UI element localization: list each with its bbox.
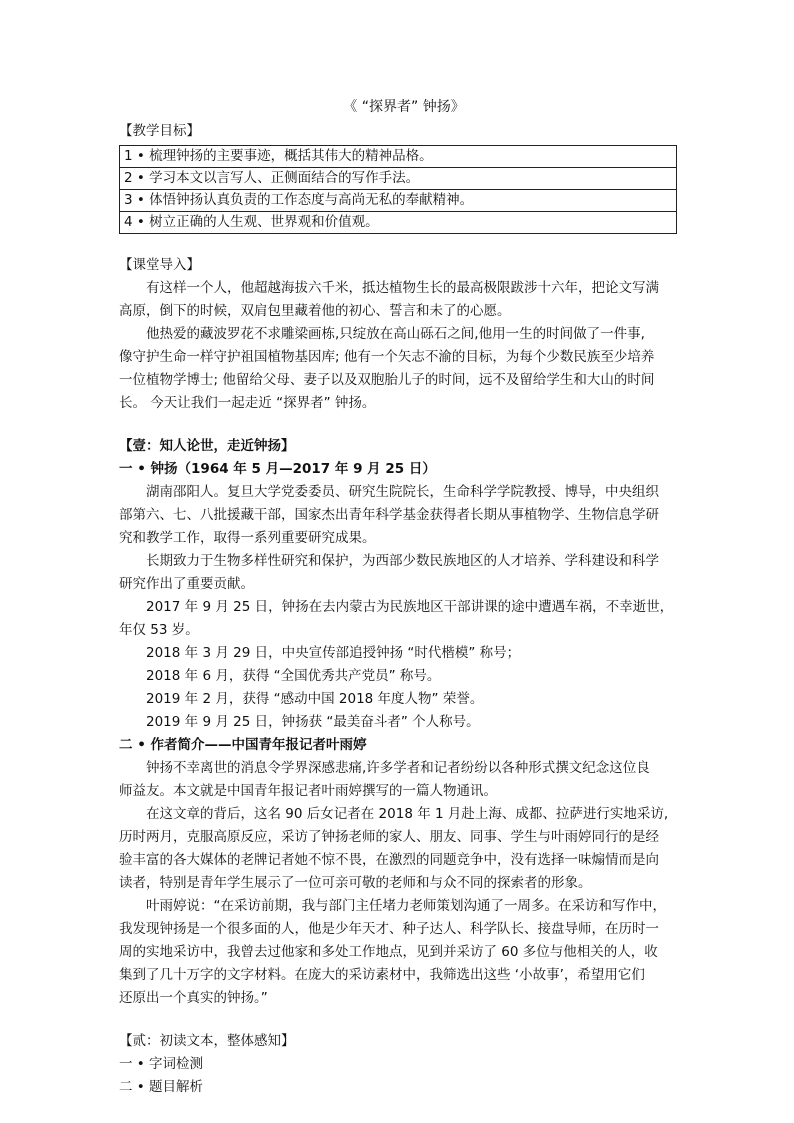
text-line: 还原出一个真实的钟扬。”: [119, 990, 268, 1006]
honor-item: 2018 年 3 月 29 日，中央宣传部追授钟扬 “时代楷模” 称号；: [146, 645, 521, 661]
text-line: 研究作出了重要贡献。: [119, 576, 254, 592]
text-line: 究和教学工作，取得一系列重要研究成果。: [119, 530, 376, 546]
text-line: 有这样一个人，他超越海拔六千米，抵达植物生长的最高极限跋涉十六年，把论文写满: [146, 280, 659, 296]
intro-heading: 【课堂导入】: [119, 257, 200, 273]
text-line: 年仅 53 岁。: [119, 622, 199, 638]
honor-item: 2019 年 9 月 25 日，钟扬获 “最美奋斗者” 个人称号。: [146, 714, 480, 730]
goals-table: [119, 145, 677, 234]
document-content: [119, 96, 689, 1099]
text-line: 我发现钟扬是一个很多面的人，他是少年天才、种子达人、科学队长、接盘导师，在历时一: [119, 921, 659, 937]
author-paragraph-2: [119, 803, 689, 895]
text-line: 他热爱的藏波罗花不求雕梁画栋,只绽放在高山砾石之间,他用一生的时间做了一件事,: [146, 326, 645, 342]
text-line: 师益友。本文就是中国青年报记者叶雨婷撰写的一篇人物通讯。: [119, 783, 497, 799]
intro-paragraph-2: [119, 323, 689, 415]
text-line: 周的实地采访中，我曾去过他家和多处工作地点，见到并采访了 60 多位与他相关的人，收: [119, 944, 658, 960]
text-line: 读者，特别是青年学生展示了一位可亲可敬的老师和与众不同的探索者的形象。: [119, 875, 592, 891]
text-line: 叶雨婷说：“在采访前期，我与部门主任堵力老师策划沟通了一周多。在采访和写作中，: [146, 898, 666, 914]
text-line: 历时两月，克服高原反应，采访了钟扬老师的家人、朋友、同事、学生与叶雨婷同行的是经: [119, 829, 659, 845]
section-1-subheading-2: 二 • 作者简介——中国青年报记者叶雨婷: [119, 737, 367, 753]
text-line: 钟扬不幸离世的消息令学界深感悲痛,许多学者和记者纷纷以各种形式撰文纪念这位良: [146, 760, 650, 776]
goal-item: 4 • 树立正确的人生观、世界观和价值观。: [120, 211, 676, 233]
author-paragraph-1: [119, 757, 689, 803]
bio-paragraph-1: [119, 481, 689, 550]
section-1-heading: 【壹：知人论世，走近钟扬】: [119, 438, 295, 454]
text-line: 一位植物学博士; 他留给父母、妻子以及双胞胎儿子的时间，远不及留给学生和大山的时间: [119, 372, 655, 388]
goals-heading: 【教学目标】: [119, 123, 200, 139]
section-2-item: 二 • 题目解析: [119, 1079, 204, 1095]
goal-item: 1 • 梳理钟扬的主要事迹，概括其伟大的精神品格。: [124, 148, 433, 164]
text-line: 在这文章的背后，这名 90 后女记者在 2018 年 1 月赴上海、成都、拉萨进行实地采访,: [146, 806, 669, 822]
text-line: 长期致力于生物多样性研究和保护，为西部少数民族地区的人才培养、学科建设和科学: [146, 553, 659, 569]
section-2-item: 一 • 字词检测: [119, 1056, 204, 1072]
text-line: 部第六、七、八批援藏干部，国家杰出青年科学基金获得者长期从事植物学、生物信息学研: [119, 507, 659, 523]
goal-item: 3 • 体悟钟扬认真负责的工作态度与高尚无私的奉献精神。: [120, 189, 676, 211]
text-line: 像守护生命一样守护祖国植物基因库; 他有一个矢志不渝的目标，为每个少数民族至少培养: [119, 349, 655, 365]
honors-list: [119, 642, 689, 734]
text-line: 集到了几十万字的文字材料。在庞大的采访素材中，我筛选出这些 ‘小故事’，希望用它们: [119, 967, 645, 983]
section-2-heading: 【贰：初读文本，整体感知】: [119, 1033, 295, 1049]
bio-paragraph-3: [119, 596, 689, 642]
text-line: 高原，倒下的时候，双肩包里藏着他的初心、誓言和未了的心愿。: [119, 303, 511, 319]
document-title: 《 “探界者” 钟扬》: [343, 99, 465, 115]
intro-paragraph-1: [119, 277, 689, 323]
text-line: 验丰富的各大媒体的老牌记者她不惊不畏，在激烈的同题竞争中，没有选择一味煽情而是向: [119, 852, 659, 868]
bio-paragraph-2: [119, 550, 689, 596]
author-paragraph-3: [119, 895, 689, 1010]
text-line: 长。 今天让我们一起走近 “探界者” 钟扬。: [119, 395, 376, 411]
honor-item: 2019 年 2 月，获得 “感动中国 2018 年度人物” 荣誉。: [146, 691, 484, 707]
honor-item: 2018 年 6 月，获得 “全国优秀共产党员” 称号。: [146, 668, 441, 684]
goal-item: 2 • 学习本文以言写人、正侧面结合的写作手法。: [120, 167, 676, 189]
text-line: 湖南邵阳人。复旦大学党委委员、研究生院院长，生命科学学院教授、博导，中央组织: [146, 484, 659, 500]
section-1-subheading-1: 一 • 钟扬（1964 年 5 月—2017 年 9 月 25 日）: [119, 461, 436, 477]
text-line: 2017 年 9 月 25 日，钟扬在去内蒙古为民族地区干部讲课的途中遭遇车祸，不幸逝世，: [146, 599, 674, 615]
